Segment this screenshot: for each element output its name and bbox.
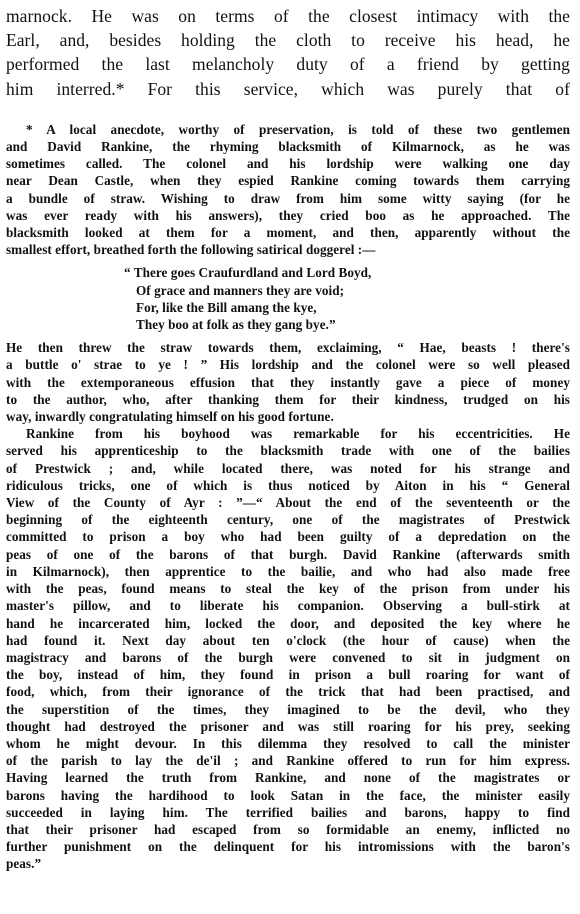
footnote-line: peas.” (6, 856, 42, 872)
body-line: him interred.* For this service, which was purely that of (6, 78, 570, 99)
body-line: performed the last melancholy duty of a friend by getting (6, 54, 570, 75)
footnote-line: sometimes called. The colonel and his lordship were walking one day (6, 156, 570, 172)
footnote-line: was ever ready with his answers), they cried boo as he approached. The (6, 207, 570, 223)
footnote-line: in Kilmarnock), then apprentice to the bailie, and who had also made free (6, 563, 570, 579)
footnote-line: a bundle of straw. Wishing to draw from him some witty saying (for he (6, 190, 570, 206)
footnote-line: near Dean Castle, when they espied Rankine coming towards them carrying (6, 173, 570, 189)
footnote-line: succeeded in laying him. The terrified bailies and barons, happy to find (6, 804, 570, 820)
footnote-line: way, inwardly congratulating himself on his good fortune. (6, 409, 334, 425)
footnote-line: beginning of the eighteenth century, one of the magistrates of Prestwick (6, 512, 570, 528)
book-page (6, 4, 570, 873)
body-line: marnock. He was on terms of the closest intimacy with the (6, 6, 570, 26)
body-line: Earl, and, besides holding the cloth to receive his head, he (6, 30, 570, 51)
footnote-line: food, which, from their ignorance of the trick that had been practised, and (6, 684, 570, 700)
footnote-line: the superstition of the times, they imagined to be the devil, who they (6, 701, 570, 717)
footnote-line: of the parish to lay the de'il ; and Rankine offered to run for him express. (6, 753, 570, 769)
footnote-line: a buttle o' strae to ye ! ” His lordship and the colonel were so well pleased (6, 357, 570, 373)
footnote-line: with the extemporaneous effusion that they instantly gave a piece of money (6, 374, 570, 390)
verse-line: They boo at folk as they gang bye.” (136, 317, 336, 333)
footnote (6, 121, 570, 873)
footnote-line: magistracy and barons of the burgh were convened to sit in judgment on (6, 649, 570, 665)
footnote-line: master's pillow, and to liberate his companion. Observing a bull-stirk at (6, 598, 570, 614)
verse-line: “ There goes Craufurdland and Lord Boyd, (124, 265, 372, 281)
footnote-line: He then threw the straw towards them, exclaiming, “ Hae, beasts ! there's (6, 340, 570, 356)
verse-line: Of grace and manners they are void; (136, 282, 345, 298)
footnote-line: had found it. Next day about ten o'clock (the hour of cause) when the (6, 632, 570, 648)
footnote-line: to the author, who, after thanking them for their kindness, trudged on his (6, 391, 570, 407)
footnote-line: further punishment on the delinquent for his intromissions with the baron's (6, 839, 570, 855)
footnote-paragraph-3 (6, 425, 570, 872)
footnote-line: smallest effort, breathed forth the following satirical doggerel :— (6, 242, 376, 258)
footnote-line: ridiculous tricks, one of which is thus noticed by Aiton in his “ General (6, 477, 570, 493)
footnote-line: Having learned the truth from Rankine, and none of the magistrates or (6, 770, 570, 786)
footnote-paragraph-1 (6, 121, 570, 259)
footnote-line: with the peas, found means to steal the key of the prison from under his (6, 581, 570, 597)
footnote-line: committed to prison a boy who had been guilty of a depredation on the (6, 529, 570, 545)
footnote-line: whom he might devour. In this dilemma they resolved to call the minister (6, 735, 570, 751)
footnote-line: * A local anecdote, worthy of preservation, is told of these two gentlemen (26, 121, 570, 137)
footnote-line: View of the County of Ayr : ”—“ About the end of the seventeenth or the (6, 495, 570, 511)
verse (124, 264, 570, 333)
footnote-line: and David Rankine, the rhyming blacksmith of Kilmarnock, as he was (6, 139, 570, 155)
footnote-line: served his apprenticeship to the blacksmith trade with one of the bailies (6, 443, 570, 459)
verse-line: For, like the Bill amang the kye, (136, 299, 317, 315)
footnote-line: hand he incarcerated him, locked the door, and deposited the key where he (6, 615, 570, 631)
main-body-text (6, 4, 570, 101)
footnote-line: that their prisoner had escaped from so formidable an enemy, inflicted no (6, 821, 570, 837)
footnote-line: blacksmith looked at them for a moment, and then, apparently without the (6, 225, 570, 241)
footnote-paragraph-2 (6, 339, 570, 425)
footnote-line: Rankine from his boyhood was remarkable for his eccentricities. He (26, 426, 570, 442)
footnote-line: barons having the hardihood to look Satan in the face, the minister easily (6, 787, 570, 803)
footnote-line: peas of one of the barons of that burgh. David Rankine (afterwards smith (6, 546, 570, 562)
footnote-line: thought had destroyed the prisoner and was still roaring for his prey, seeking (6, 718, 570, 734)
footnote-line: of Prestwick ; and, while located there, was noted for his strange and (6, 460, 570, 476)
footnote-line: the boy, instead of him, they found in prison a bull roaring for want of (6, 667, 570, 683)
